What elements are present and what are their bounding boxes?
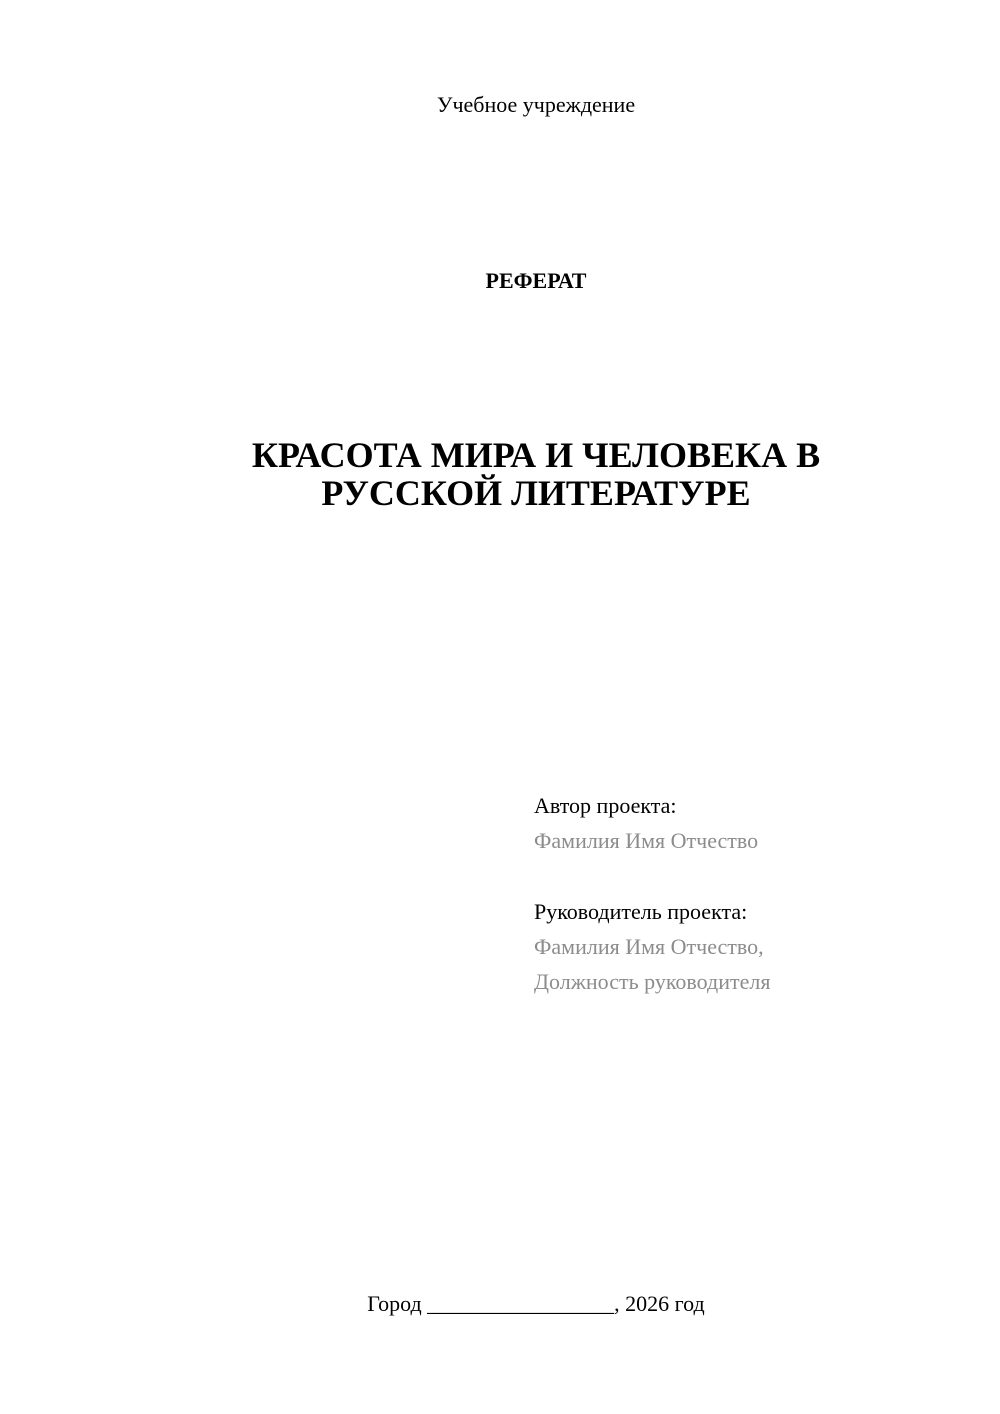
- document-type: РЕФЕРАТ: [485, 268, 587, 293]
- document-title: [0, 436, 1000, 512]
- supervisor-label: Руководитель проекта:: [534, 899, 748, 924]
- supervisor-name: Фамилия Имя Отчество,: [534, 934, 764, 959]
- institution-name: Учебное учреждение: [436, 92, 636, 117]
- title-line-2: РУССКОЙ ЛИТЕРАТУРЕ: [321, 473, 751, 513]
- author-label: Автор проекта:: [534, 793, 677, 818]
- author-name: Фамилия Имя Отчество: [534, 828, 759, 853]
- credits-block: [534, 788, 974, 999]
- city-year-line: Город _________________, 2026 год: [367, 1291, 705, 1316]
- title-line-1: КРАСОТА МИРА И ЧЕЛОВЕКА В: [251, 435, 821, 475]
- credits-spacer: [534, 858, 974, 894]
- supervisor-position: Должность руководителя: [534, 969, 771, 994]
